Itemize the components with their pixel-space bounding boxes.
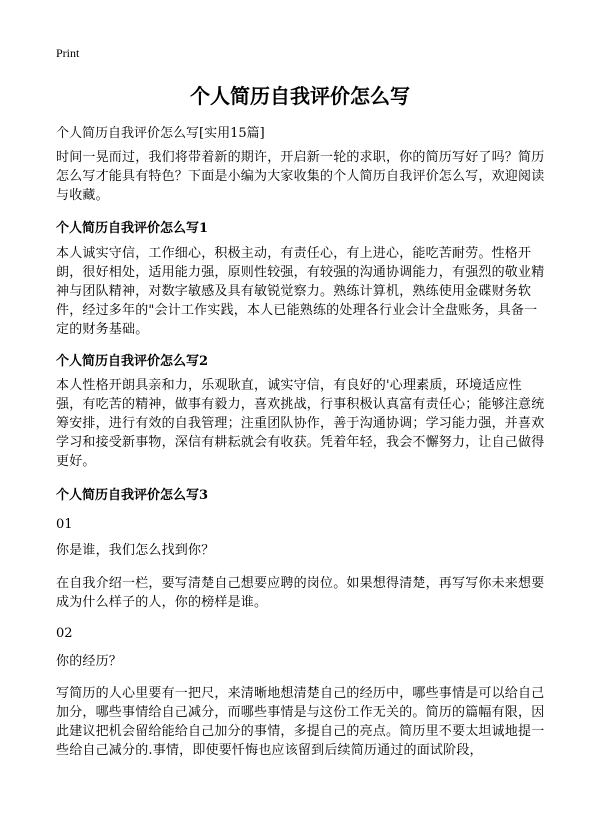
intro-paragraph: 时间一晃而过，我们将带着新的期许，开启新一轮的求职，你的简历写好了吗？简历怎么写才能具有特色？下面是小编为大家收集的个人简历自我评价怎么写，欢迎阅读与收藏。 (56, 150, 545, 203)
section-heading-3: 个人简历自我评价怎么写3 (56, 488, 209, 503)
page-subtitle: 个人简历自我评价怎么写[实用15篇] (56, 126, 265, 141)
item-number-01: 01 (56, 517, 73, 532)
item-answer-01: 在自我介绍一栏，要写清楚自己想要应聘的岗位。如果想得清楚，再写写你未来想要成为什么样子的人，你的榜样是谁。 (56, 576, 545, 610)
section-2-paragraph: 本人性格开朗具亲和力，乐观耿直，诚实守信，有良好的'心理素质，环境适应性强，有吃苦的精神，做事有毅力，喜欢挑战，行事积极认真富有责任心；能够注意统筹安排，进行有效的自我管理；注重团队协作，善于沟通协调；学习能力强，并喜欢学习和接受新事物，深信有耕耘就会有收获。凭着年轻，我会不懈努力，让自己做得更好。 (56, 378, 545, 469)
section-1-paragraph: 本人诚实守信，工作细心，积极主动，有责任心，有上进心，能吃苦耐劳。性格开朗，很好相处，适用能力强，原则性较强，有较强的沟通协调能力，有强烈的敬业精神与团队精神，对数字敏感及具有敏锐觉察力。熟练计算机，熟练使用金碟财务软件，经过多年的"会计工作实践，本人已能熟练的处理各行业会计全盘账务，具备一定的财务基础。 (56, 246, 545, 337)
section-heading-2: 个人简历自我评价怎么写2 (56, 354, 209, 369)
item-number-02: 02 (56, 626, 73, 641)
item-question-01: 你是谁，我们怎么找到你？ (56, 543, 215, 558)
print-label[interactable]: Print (56, 46, 80, 60)
item-question-02: 你的经历？ (56, 654, 123, 669)
page-title: 个人简历自我评价怎么写 (190, 84, 410, 108)
section-heading-1: 个人简历自我评价怎么写1 (56, 221, 209, 236)
item-answer-02: 写简历的人心里要有一把尺，来清晰地想清楚自己的经历中，哪些事情是可以给自己加分，哪些事情给自己减分，而哪些事情是与这份工作无关的。简历的篇幅有限，因此建议把机会留给能给自己加分的事情，多提自己的亮点。简历里不要太坦诚地提一些给自己减分的.事情，即使要忏悔也应该留到后续简历通过的面试阶段， (56, 686, 545, 758)
